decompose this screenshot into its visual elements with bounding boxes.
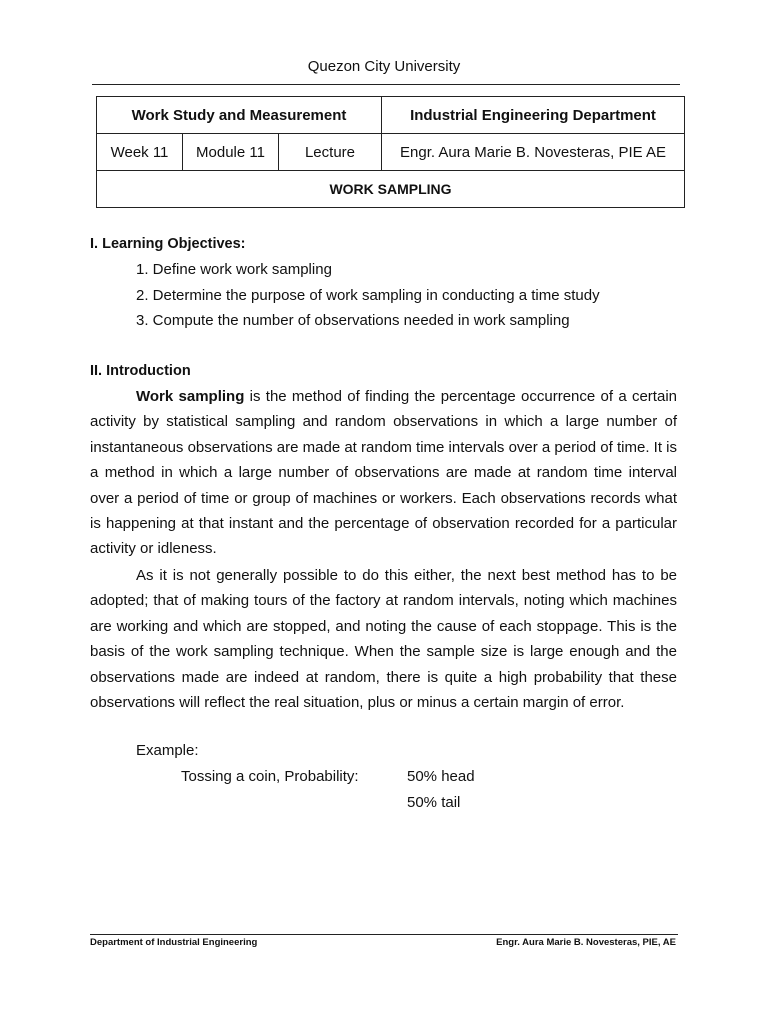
example-label: Example: <box>136 742 199 759</box>
example-head-probability: 50% head <box>407 768 475 785</box>
course-title-cell: Work Study and Measurement <box>97 97 382 134</box>
lecture-type-cell: Lecture <box>279 134 382 171</box>
course-info-table <box>96 96 685 208</box>
term-work-sampling: Work sampling <box>136 388 245 405</box>
footer-divider <box>90 934 678 935</box>
topic-title-cell: WORK SAMPLING <box>97 171 685 208</box>
department-cell: Industrial Engineering Department <box>382 97 685 134</box>
example-description: Tossing a coin, Probability: <box>181 768 359 785</box>
intro-paragraph-1 <box>90 384 677 562</box>
learning-objectives-heading: I. Learning Objectives: <box>90 236 246 252</box>
instructor-cell: Engr. Aura Marie B. Novesteras, PIE AE <box>382 134 685 171</box>
intro-paragraph-1-text: is the method of finding the percentage occurrence of a certain activity by statistical sampling and random observations in which a large number of instantaneous observations are made at random time intervals over a period of time. It is a method in which a large number of observations are made at random time interval over a period of time or group of machines or workers. Each observations records what is happening at that instant and the percentage of observation recorded for a particular activity or idleness. <box>90 388 677 558</box>
module-cell: Module 11 <box>183 134 279 171</box>
intro-paragraph-2-text: As it is not generally possible to do this either, the next best method has to be adopted; that of making tours of the factory at random intervals, noting which machines are working and which are stopped, and noting the cause of each stoppage. This is the basis of the work sampling technique. When the sample size is large enough and the observations made are indeed at random, there is quite a high probability that these observations will reflect the real situation, plus or minus a certain margin of error. <box>90 567 677 712</box>
footer-department: Department of Industrial Engineering <box>90 937 258 948</box>
intro-paragraph-2 <box>90 563 677 715</box>
university-name: Quezon City University <box>307 58 461 75</box>
header-divider <box>92 84 680 85</box>
objective-item: 1. Define work work sampling <box>136 261 332 278</box>
objective-item: 3. Compute the number of observations needed in work sampling <box>136 312 570 329</box>
week-cell: Week 11 <box>97 134 183 171</box>
introduction-heading: II. Introduction <box>90 363 191 379</box>
objective-item: 2. Determine the purpose of work sampling in conducting a time study <box>136 287 600 304</box>
footer-author: Engr. Aura Marie B. Novesteras, PIE, AE <box>496 937 676 948</box>
example-tail-probability: 50% tail <box>407 794 461 811</box>
